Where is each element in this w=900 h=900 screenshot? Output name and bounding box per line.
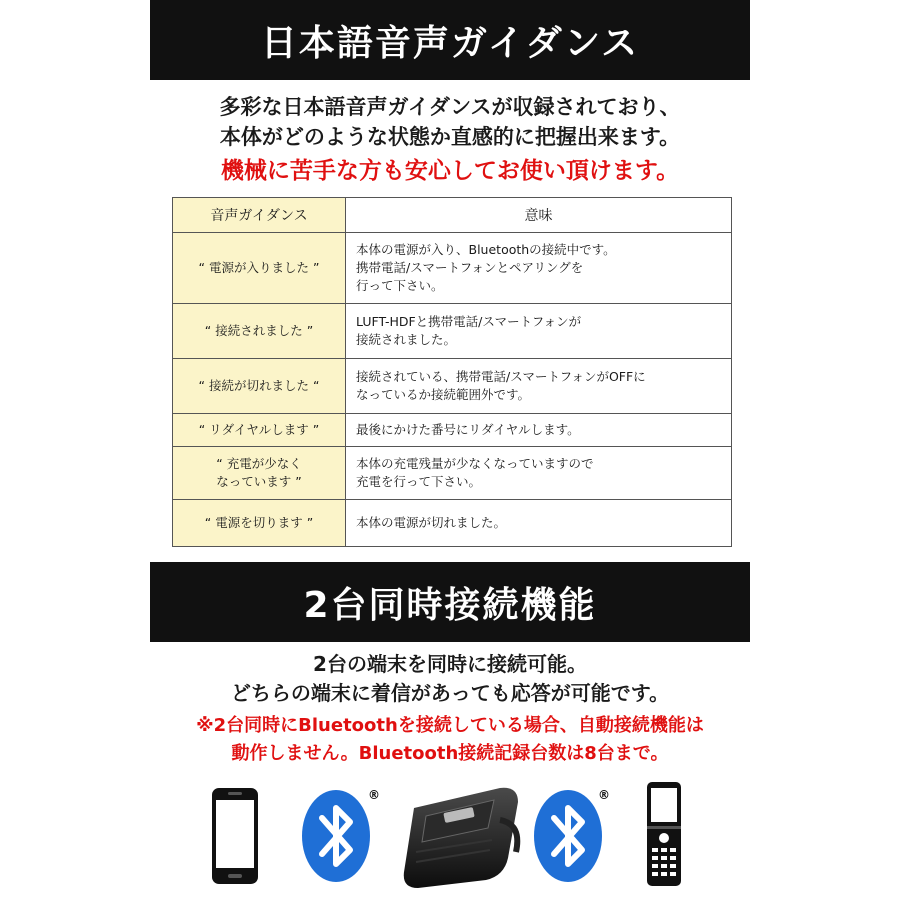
meaning-line: LUFT-HDFと携帯電話/スマートフォンが <box>356 314 582 330</box>
guidance-cell: “ リダイヤルします ” <box>173 414 346 447</box>
guidance-cell: “ 充電が少なく なっています ” <box>173 447 346 500</box>
table-row <box>173 447 732 500</box>
table-row <box>173 500 732 547</box>
section-banner-dual-connection <box>150 562 750 642</box>
table-row <box>173 359 732 414</box>
table-header-row <box>173 198 732 233</box>
meaning-line: 接続されている、携帯電話/スマートフォンがOFFに <box>356 369 646 385</box>
header-guidance: 音声ガイダンス <box>173 198 346 233</box>
note-line: ※2台同時にBluetoothを接続している場合、自動接続機能は <box>196 715 704 736</box>
registered-mark: ® <box>368 788 380 802</box>
intro-line: 本体がどのような状態か直感的に把握出来ます。 <box>219 125 681 149</box>
registered-mark: ® <box>598 788 610 802</box>
meaning-line: 充電を行って下さい。 <box>356 474 482 490</box>
table-row <box>173 304 732 359</box>
section-title: 2台同時接続機能 <box>303 584 597 626</box>
meaning-line: 最後にかけた番号にリダイヤルします。 <box>356 422 580 438</box>
intro-line: 多彩な日本語音声ガイダンスが収録されており、 <box>219 95 681 119</box>
bluetooth-logo-icon <box>532 788 604 884</box>
meaning-cell <box>346 233 732 304</box>
meaning-line: 接続されました。 <box>356 332 457 348</box>
meaning-line: 携帯電話/スマートフォンとペアリングを <box>356 260 584 276</box>
meaning-line: 本体の充電残量が少なくなっていますので <box>356 456 594 472</box>
intro-highlight: 機械に苦手な方も安心してお使い頂けます。 <box>220 158 680 184</box>
table-row <box>173 233 732 304</box>
voice-guidance-intro <box>150 92 750 188</box>
meaning-cell <box>346 414 732 447</box>
meaning-cell <box>346 447 732 500</box>
device-icons-row <box>150 780 750 890</box>
guidance-cell: “ 電源を切ります ” <box>173 500 346 547</box>
meaning-line: 本体の電源が切れました。 <box>356 515 507 531</box>
smartphone-icon <box>210 786 260 886</box>
intro-line: 2台の端末を同時に接続可能。 <box>313 652 587 676</box>
meaning-line: 行って下さい。 <box>356 278 444 294</box>
section-banner-voice-guidance <box>150 0 750 80</box>
section-title: 日本語音声ガイダンス <box>260 22 640 64</box>
guidance-cell: “ 接続されました ” <box>173 304 346 359</box>
meaning-cell <box>346 304 732 359</box>
meaning-cell <box>346 500 732 547</box>
meaning-line: なっているか接続範囲外です。 <box>356 387 531 403</box>
voice-guidance-table <box>172 197 732 547</box>
intro-line: どちらの端末に着信があっても応答が可能です。 <box>230 681 670 705</box>
meaning-line: 本体の電源が入り、Bluetoothの接続中です。 <box>356 242 616 258</box>
dual-connection-intro <box>150 650 750 768</box>
table-row <box>173 414 732 447</box>
guidance-cell: “ 接続が切れました “ <box>173 359 346 414</box>
note-line: 動作しません。Bluetooth接続記録台数は8台まで。 <box>231 743 669 764</box>
bluetooth-logo-icon <box>300 788 372 884</box>
meaning-cell <box>346 359 732 414</box>
header-meaning: 意味 <box>346 198 732 233</box>
car-speakerphone-icon <box>396 780 526 890</box>
flip-phone-icon <box>644 780 684 890</box>
guidance-cell: “ 電源が入りました ” <box>173 233 346 304</box>
